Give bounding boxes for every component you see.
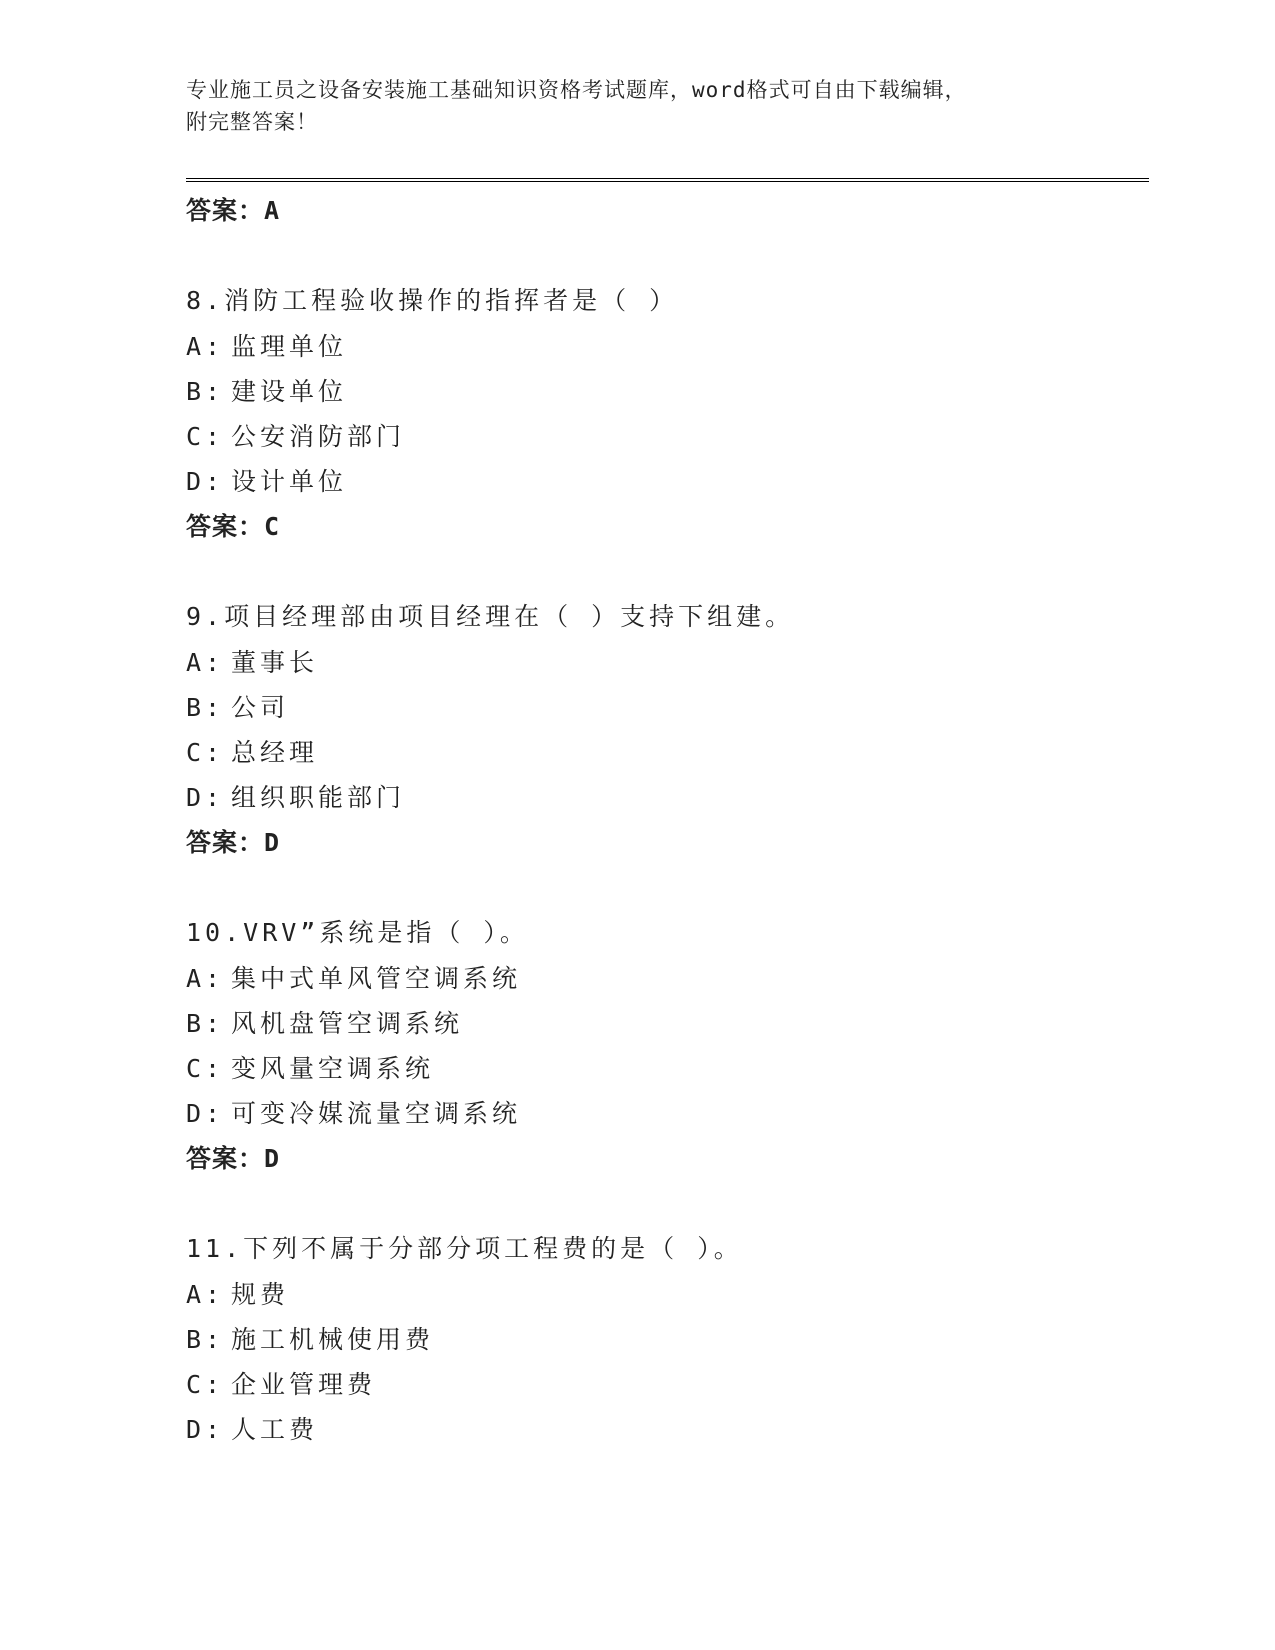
option-label: D: (186, 1099, 225, 1128)
option-b (186, 1317, 1146, 1362)
option-text: 变风量空调系统 (231, 1054, 435, 1083)
option-label: A: (186, 332, 225, 361)
option-label: A: (186, 964, 225, 993)
option-label: A: (186, 1280, 225, 1309)
option-text: 董事长 (231, 648, 319, 677)
option-a (186, 324, 1146, 369)
question-list (186, 188, 1146, 1452)
option-text: 组织职能部门 (231, 783, 406, 812)
question-text: 11.下列不属于分部分项工程费的是（ ）。 (186, 1234, 743, 1263)
option-text: 风机盘管空调系统 (231, 1009, 464, 1038)
option-d (186, 1091, 1146, 1136)
option-d (186, 775, 1146, 820)
question-text: 9.项目经理部由项目经理在（ ）支持下组建。 (186, 602, 795, 631)
option-c (186, 1046, 1146, 1091)
question-block (186, 278, 1146, 549)
header-line-2: 附完整答案！ (186, 110, 318, 134)
option-text: 企业管理费 (231, 1370, 377, 1399)
option-text: 规费 (231, 1280, 290, 1309)
option-label: D: (186, 1415, 225, 1444)
document-header (186, 74, 1086, 138)
option-label: B: (186, 1325, 225, 1354)
header-line-1: 专业施工员之设备安装施工基础知识资格考试题库，word格式可自由下载编辑， (186, 78, 967, 102)
option-label: B: (186, 377, 225, 406)
option-b (186, 685, 1146, 730)
question-text: 10.VRV”系统是指（ ）。 (186, 918, 529, 947)
header-divider (186, 178, 1149, 182)
option-text: 可变冷媒流量空调系统 (231, 1099, 522, 1128)
option-c (186, 730, 1146, 775)
option-c (186, 414, 1146, 459)
option-label: C: (186, 1054, 225, 1083)
answer-text: 答案：C (186, 512, 281, 541)
option-label: C: (186, 1370, 225, 1399)
question-block (186, 910, 1146, 1181)
option-text: 施工机械使用费 (231, 1325, 435, 1354)
option-b (186, 369, 1146, 414)
option-text: 公安消防部门 (231, 422, 406, 451)
option-label: D: (186, 467, 225, 496)
option-a (186, 956, 1146, 1001)
option-c (186, 1362, 1146, 1407)
option-text: 建设单位 (231, 377, 348, 406)
question-block (186, 1226, 1146, 1452)
option-text: 设计单位 (231, 467, 348, 496)
question-text: 8.消防工程验收操作的指挥者是（ ） (186, 286, 679, 315)
option-a (186, 1272, 1146, 1317)
option-label: D: (186, 783, 225, 812)
option-text: 总经理 (231, 738, 319, 767)
option-label: B: (186, 693, 225, 722)
option-text: 公司 (231, 693, 290, 722)
option-text: 集中式单风管空调系统 (231, 964, 522, 993)
option-d (186, 1407, 1146, 1452)
option-label: B: (186, 1009, 225, 1038)
option-b (186, 1001, 1146, 1046)
option-text: 监理单位 (231, 332, 348, 361)
answer-text: 答案：D (186, 1144, 281, 1173)
answer-text: 答案：D (186, 828, 281, 857)
option-label: C: (186, 738, 225, 767)
previous-answer: 答案：A (186, 196, 281, 225)
option-label: A: (186, 648, 225, 677)
option-label: C: (186, 422, 225, 451)
option-text: 人工费 (231, 1415, 319, 1444)
option-a (186, 640, 1146, 685)
option-d (186, 459, 1146, 504)
question-block (186, 594, 1146, 865)
